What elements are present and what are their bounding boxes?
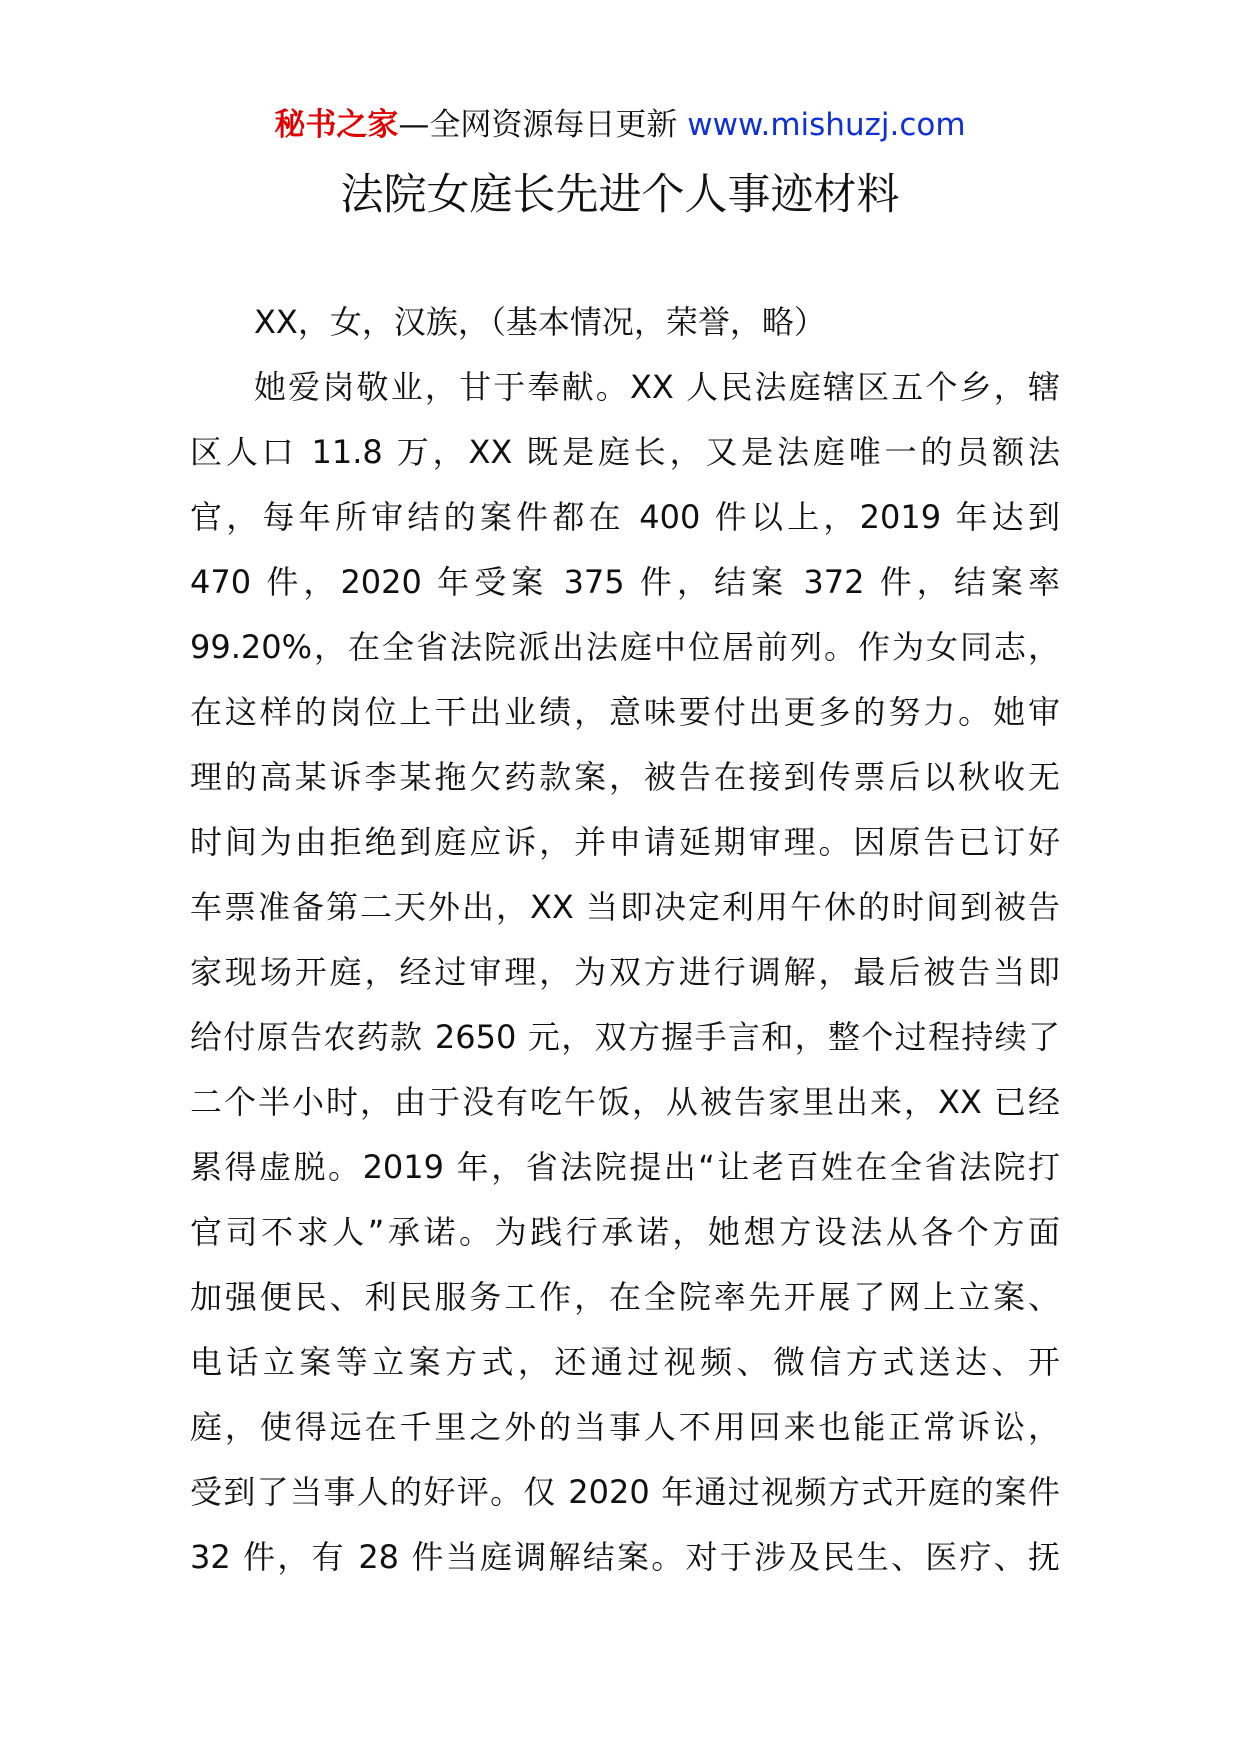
site-header xyxy=(0,100,1240,150)
site-url[interactable]: www.mishuzj.com xyxy=(677,107,966,143)
paragraph-line: 车票准备第二天外出，XX 当即决定利用午休的时间到被告 xyxy=(190,888,1060,926)
paragraph-line: 99.20%，在全省法院派出法庭中位居前列。作为女同志， xyxy=(190,628,1060,666)
paragraph-line: 电话立案等立案方式，还通过视频、微信方式送达、开 xyxy=(190,1343,1060,1381)
paragraph-line: 官，每年所审结的案件都在 400 件以上，2019 年达到 xyxy=(190,498,1060,536)
paragraph-line: 区人口 11.8 万，XX 既是庭长，又是法庭唯一的员额法 xyxy=(190,433,1060,471)
document-title: 法院女庭长先进个人事迹材料 xyxy=(340,170,900,220)
paragraph-line: 32 件，有 28 件当庭调解结案。对于涉及民生、医疗、抚 xyxy=(190,1538,1060,1576)
paragraph-line: 理的高某诉李某拖欠药款案，被告在接到传票后以秋收无 xyxy=(190,758,1060,796)
paragraph-line: 她爱岗敬业，甘于奉献。XX 人民法庭辖区五个乡，辖 xyxy=(254,368,1060,406)
paragraph-line: 加强便民、利民服务工作，在全院率先开展了网上立案、 xyxy=(190,1278,1060,1316)
paragraph-line: 庭，使得远在千里之外的当事人不用回来也能正常诉讼， xyxy=(190,1408,1060,1446)
paragraph-line: 家现场开庭，经过审理，为双方进行调解，最后被告当即 xyxy=(190,953,1060,991)
paragraph-line: 在这样的岗位上干出业绩，意味要付出更多的努力。她审 xyxy=(190,693,1060,731)
header-slogan: —全网资源每日更新 xyxy=(398,107,678,143)
paragraph-line: 受到了当事人的好评。仅 2020 年通过视频方式开庭的案件 xyxy=(190,1473,1060,1511)
paragraph-line: XX，女，汉族，（基本情况，荣誉，略） xyxy=(254,303,826,341)
paragraph-line: 累得虚脱。2019 年，省法院提出“让老百姓在全省法院打 xyxy=(190,1148,1060,1186)
document-body xyxy=(190,290,1060,1590)
brand-name: 秘书之家 xyxy=(274,107,399,143)
paragraph-line: 时间为由拒绝到庭应诉，并申请延期审理。因原告已订好 xyxy=(190,823,1060,861)
paragraph-line: 二个半小时，由于没有吃午饭，从被告家里出来，XX 已经 xyxy=(190,1083,1060,1121)
paragraph-line: 470 件，2020 年受案 375 件，结案 372 件，结案率 xyxy=(190,563,1060,601)
paragraph-line: 给付原告农药款 2650 元，双方握手言和，整个过程持续了 xyxy=(190,1018,1060,1056)
paragraph-line: 官司不求人”承诺。为践行承诺，她想方设法从各个方面 xyxy=(190,1213,1060,1251)
